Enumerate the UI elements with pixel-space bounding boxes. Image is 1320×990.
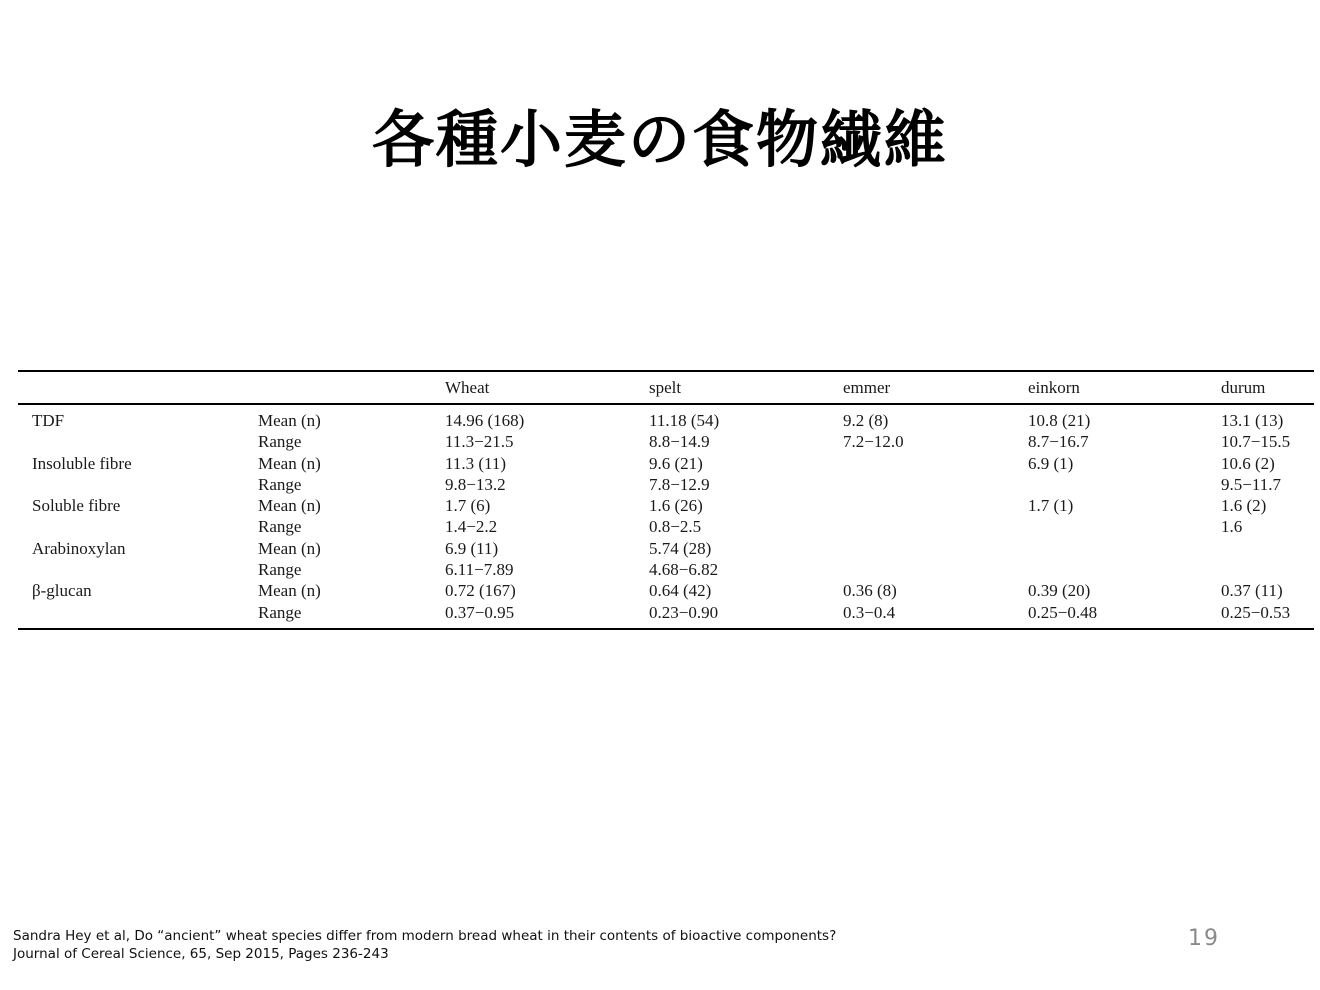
table-cell: 6.9 (1) (1028, 453, 1074, 473)
header-spelt: spelt (649, 377, 682, 397)
table-cell: 11.3 (11) (445, 453, 507, 473)
header-emmer: emmer (843, 377, 891, 397)
table-row (18, 559, 1314, 580)
table-cell: 9.5−11.7 (1221, 474, 1281, 494)
table-cell (1221, 538, 1314, 559)
table-cell: 0.8−2.5 (649, 517, 702, 537)
table-cell: 11.3−21.5 (445, 432, 514, 452)
row-label (18, 516, 258, 537)
stat-label: Range (258, 517, 302, 537)
table-cell: 10.6 (2) (1221, 453, 1275, 473)
table-cell: 5.74 (28) (649, 538, 712, 558)
stat-label: Range (258, 602, 302, 622)
row-label: Insoluble fibre (32, 453, 132, 473)
table-row (18, 431, 1314, 452)
stat-label: Mean (n) (258, 453, 321, 473)
table-cell: 7.2−12.0 (843, 432, 904, 452)
header-einkorn: einkorn (1028, 377, 1080, 397)
table-cell: 4.68−6.82 (649, 560, 719, 580)
row-label (18, 559, 258, 580)
row-label: β-glucan (32, 581, 92, 601)
table-row (18, 404, 1314, 431)
table-cell (843, 495, 1028, 516)
dietary-fibre-table (18, 370, 1314, 630)
table-cell: 0.72 (167) (445, 581, 516, 601)
table-row (18, 516, 1314, 537)
header-cell-empty-1 (18, 371, 258, 404)
slide-title: 各種小麦の食物繊維 (371, 103, 948, 176)
table-cell: 14.96 (168) (445, 411, 525, 430)
row-label: TDF (32, 411, 65, 430)
row-label: Soluble fibre (32, 496, 121, 516)
table-cell: 7.8−12.9 (649, 474, 710, 494)
stat-label: Range (258, 432, 302, 452)
table-cell (843, 474, 1028, 495)
row-label (18, 431, 258, 452)
citation-text: Sandra Hey et al, Do “ancient” wheat species differ from modern bread wheat in their contents of bioactive components? Journal of Cereal Science, 65, Sep 2015, Pages 236-243 (13, 928, 837, 962)
table-cell (1028, 559, 1221, 580)
table-cell: 1.7 (1) (1028, 496, 1074, 516)
table-cell: 0.64 (42) (649, 581, 712, 601)
table-row (18, 453, 1314, 474)
row-label (18, 602, 258, 629)
table-cell: 13.1 (13) (1221, 411, 1284, 430)
table-cell (843, 538, 1028, 559)
table-cell: 10.8 (21) (1028, 411, 1091, 430)
row-label (18, 474, 258, 495)
table-cell: 0.36 (8) (843, 581, 897, 601)
table-cell: 6.9 (11) (445, 538, 499, 558)
table-cell: 1.6 (2) (1221, 496, 1267, 516)
table-cell: 8.8−14.9 (649, 432, 710, 452)
fibre-table-container (18, 370, 1314, 630)
table-row (18, 474, 1314, 495)
stat-label: Mean (n) (258, 581, 321, 601)
table-cell: 1.6 (1221, 517, 1243, 537)
table-cell (1221, 559, 1314, 580)
table-row (18, 602, 1314, 629)
table-cell: 9.2 (8) (843, 411, 889, 430)
table-header-row (18, 371, 1314, 404)
table-cell: 0.39 (20) (1028, 581, 1091, 601)
table-cell: 1.7 (6) (445, 496, 491, 516)
stat-label: Range (258, 560, 302, 580)
stat-label: Mean (n) (258, 496, 321, 516)
stat-label: Mean (n) (258, 538, 321, 558)
table-row (18, 495, 1314, 516)
table-cell: 0.37−0.95 (445, 602, 515, 622)
table-cell: 0.37 (11) (1221, 581, 1283, 601)
table-cell: 8.7−16.7 (1028, 432, 1089, 452)
table-cell: 0.3−0.4 (843, 602, 896, 622)
stat-label: Mean (n) (258, 411, 321, 430)
table-cell (843, 559, 1028, 580)
table-cell: 0.25−0.48 (1028, 602, 1098, 622)
table-row (18, 538, 1314, 559)
table-row (18, 580, 1314, 601)
row-label: Arabinoxylan (32, 538, 126, 558)
table-cell (1028, 538, 1221, 559)
header-wheat: Wheat (445, 377, 490, 397)
table-cell (1028, 474, 1221, 495)
slide-number: 19 (1188, 926, 1220, 951)
table-cell: 0.23−0.90 (649, 602, 719, 622)
table-cell (843, 516, 1028, 537)
table-cell (1028, 516, 1221, 537)
header-durum: durum (1221, 377, 1266, 397)
table-cell: 11.18 (54) (649, 411, 720, 430)
stat-label: Range (258, 474, 302, 494)
header-cell-empty-2 (258, 371, 445, 404)
table-cell: 10.7−15.5 (1221, 432, 1291, 452)
table-cell: 1.4−2.2 (445, 517, 498, 537)
table-cell: 6.11−7.89 (445, 560, 514, 580)
table-cell: 1.6 (26) (649, 496, 703, 516)
table-cell: 0.25−0.53 (1221, 602, 1291, 622)
table-cell (843, 453, 1028, 474)
table-cell: 9.8−13.2 (445, 474, 506, 494)
table-cell: 9.6 (21) (649, 453, 703, 473)
